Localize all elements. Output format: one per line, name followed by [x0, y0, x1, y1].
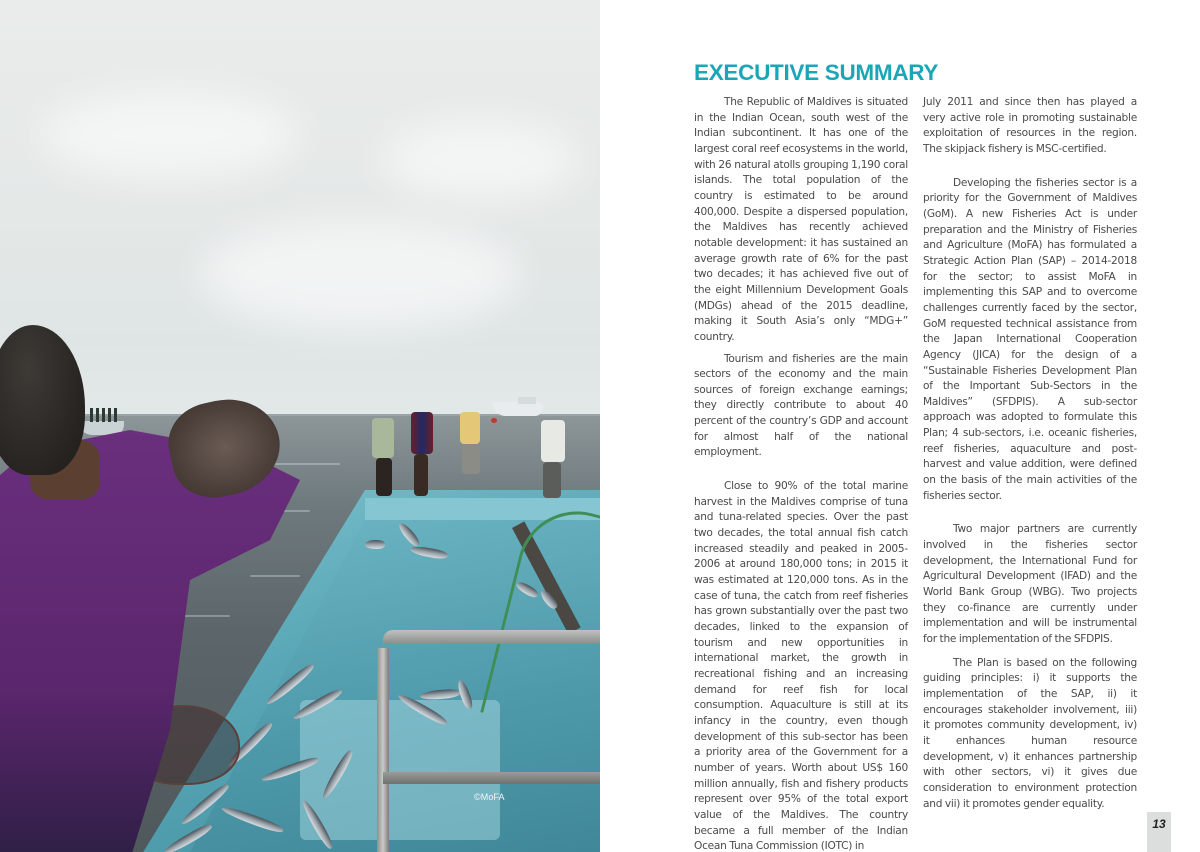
- sky-cloud: [40, 90, 300, 180]
- crew-member: [411, 412, 433, 454]
- sky-cloud: [380, 120, 580, 200]
- speedboat: [493, 402, 543, 416]
- paragraph: The Republic of Maldives is situated in the Indian Ocean, south west of the Indian subcontinent. It has one of the largest coral reef ecosystems in the world, with 26 natural atolls grouping 1,190 coral islands. The total population of the country is estimated to be around 400,000. Despite a dispersed population, the Maldives has recently achieved notable development: it has sustained an average growth rate of 6% for the past two decades; it has achieved five out of the eight Millennium Development Goals (MDGs) ahead of the 2015 deadline, making it South Asia’s only “MDG+” country.: [694, 96, 908, 343]
- crew-member: [372, 418, 394, 458]
- fisherman-head: [0, 325, 85, 475]
- paragraph-continued: July 2011 and since then has played a very active role in promoting sustainable exploitation of resources in the region. The skipjack fishery is MSC-certified.: [923, 96, 1137, 155]
- paragraph: The Plan is based on the following guiding principles: i) it supports the implementation of the SAP, ii) it encourages stakeholder involvement, iii) it promotes community development, iv) it enhances human resource development, v) it enhances partnership with other sectors, vi) it gives due consideration to environment protection and vii) it promotes gender equality.: [923, 656, 1137, 810]
- buoy: [491, 418, 497, 423]
- photo-credit: ©MoFA: [474, 792, 505, 802]
- railing: [383, 630, 600, 644]
- paragraph: Developing the fisheries sector is a priority for the Government of Maldives (GoM). A new Fisheries Act is under preparation and the Ministry of Fisheries and Agriculture (MoFA) has formulated a Strategic Action Plan (SAP) – 2014-2018 for the sector; to assist MoFA in implementing this SAP and to overcome challenges currently faced by the sector, GoM requested technical assistance from the Japan International Cooperation Agency (JICA) for the design of a “Sustainable Fisheries Development Plan of the Important Sub-Sectors in the Maldives” (SFDPIS). A sub-sector approach was adopted to formulate this Plan; 4 sub-sectors, i.e. oceanic fisheries, reef fisheries, aquaculture and post-harvest and value addition, were defined on the basis of the main activities of the fisheries sector.: [923, 176, 1137, 502]
- distant-crew: [90, 408, 118, 422]
- crew-member: [541, 420, 565, 462]
- page-title: EXECUTIVE SUMMARY: [694, 60, 939, 85]
- sky-cloud: [200, 220, 520, 330]
- crew-member: [543, 462, 561, 498]
- railing: [383, 772, 600, 784]
- deck-mat: [300, 700, 500, 840]
- text-column-left: [694, 95, 908, 852]
- text-column-right: [923, 95, 1137, 812]
- railing-post: [377, 648, 389, 852]
- paragraph: Close to 90% of the total marine harvest in the Maldives comprise of tuna and tuna-related species. Over the past two decades, the total annual fish catch increased steadily and peaked in 2005-2006 at around 180,000 tons; in 2015 it was estimated at 120,000 tons. As in the case of tuna, the catch from reef fisheries has grown substantially over the past two decades, linked to the expansion of tourism and new opportunities in international market, the growth in recreational fishing and an increasing demand for reef fish for local consumption. Aquaculture is still at its infancy in the country, even though development of this sub-sector has been a priority area of the Government for a number of years. Worth about US$ 160 million annually, fish and fishery products represent over 95% of the total export value of the Maldives. The country became a full member of the Indian Ocean Tuna Commission (IOTC) in: [694, 480, 908, 852]
- page-number: 13: [1152, 817, 1166, 831]
- crew-member: [376, 458, 392, 496]
- speedboat-cabin: [518, 397, 536, 404]
- crew-member: [414, 454, 428, 496]
- crew-member: [462, 444, 480, 474]
- page-number-box: [1147, 812, 1171, 852]
- crew-member: [460, 412, 480, 444]
- tuna-fish: [365, 540, 385, 549]
- text-page: [600, 0, 1200, 852]
- paragraph: Two major partners are currently involved in the fisheries sector development, the International Fund for Agricultural Development (IFAD) and the World Bank Group (WBG). Two projects they co-finance are currently under implementation and will be instrumental for the implementation of the SFDPIS.: [923, 523, 1137, 645]
- paragraph: Tourism and fisheries are the main sectors of the economy and the main sources of foreign exchange earnings; they directly contribute to about 40 percent of the country’s GDP and account for almost half of the national employment.: [694, 352, 908, 459]
